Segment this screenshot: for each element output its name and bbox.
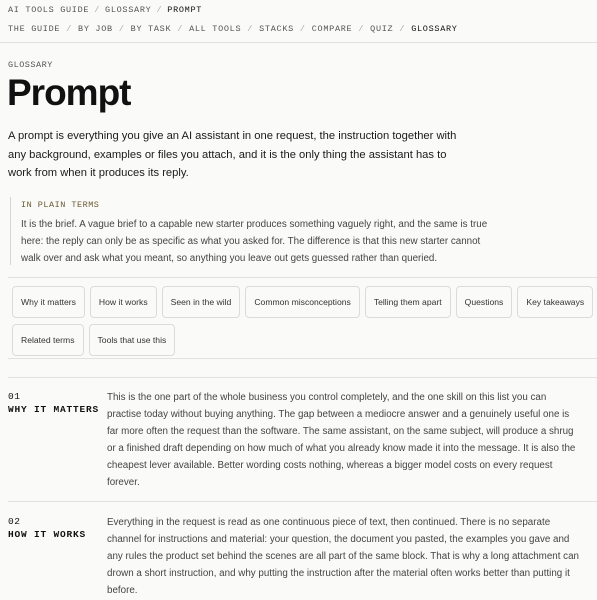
section-heading: WHY IT MATTERS	[8, 404, 100, 415]
section-divider	[8, 377, 597, 378]
section-divider	[8, 358, 597, 359]
tabs-divider	[8, 277, 597, 278]
page-title: Prompt	[7, 72, 131, 113]
nav-item-compare[interactable]: COMPARE	[311, 24, 353, 34]
nav-item-glossary[interactable]: GLOSSARY	[411, 24, 458, 34]
breadcrumb-link-glossary[interactable]: GLOSSARY	[105, 5, 152, 15]
nav-item-all-tools[interactable]: ALL TOOLS	[189, 24, 242, 34]
plain-terms-text: It is the brief. A vague brief to a capable new starter produces something vaguely right, and the same is true here: the reply can only be as specific as what you asked for. The difference is that this new starter cannot walk over and ask what you meant, so anything you leave out gets guessed rather than queried.	[21, 219, 488, 264]
tab-how-it-works[interactable]: How it works	[90, 286, 157, 318]
nav-item-stacks[interactable]: STACKS	[259, 24, 294, 34]
tab-tools-that-use-this[interactable]: Tools that use this	[89, 324, 176, 356]
section-number: 01	[8, 391, 21, 402]
tab-common-misconceptions[interactable]: Common misconceptions	[245, 286, 359, 318]
tab-related-terms[interactable]: Related terms	[12, 324, 84, 356]
page-lede: A prompt is everything you give an AI assistant in one request, the instruction together with any background, examples or files you attach, and it is the only thing the assistant has to work from when it produces its reply.	[8, 130, 457, 179]
nav-separator: /	[358, 24, 365, 34]
section-body: Everything in the request is read as one continuous piece of text, then continued. There is no separate channel for instructions and material: your question, the document you pasted, the examples you gave and any rules the product set behind the scenes are all part of the same block. That is why a long attachment can drown a short instruction, and why putting the instruction after the material often works better than putting it before.	[107, 517, 579, 596]
section-number: 02	[8, 516, 21, 527]
breadcrumb	[8, 5, 202, 15]
main-nav	[8, 24, 458, 34]
nav-separator: /	[399, 24, 406, 34]
nav-separator: /	[118, 24, 125, 34]
section-tabs	[12, 286, 597, 356]
plain-terms-label: IN PLAIN TERMS	[21, 200, 100, 210]
page-kicker: GLOSSARY	[8, 60, 53, 70]
tab-seen-in-the-wild[interactable]: Seen in the wild	[162, 286, 241, 318]
nav-item-quiz[interactable]: QUIZ	[370, 24, 394, 34]
breadcrumb-separator: /	[156, 5, 163, 15]
section-divider	[8, 501, 597, 502]
nav-separator: /	[247, 24, 254, 34]
section-heading: HOW IT WORKS	[8, 529, 87, 540]
plain-terms-callout	[10, 197, 492, 265]
header-divider	[0, 42, 597, 43]
nav-item-by-task[interactable]: BY TASK	[130, 24, 172, 34]
tab-key-takeaways[interactable]: Key takeaways	[517, 286, 593, 318]
breadcrumb-separator: /	[94, 5, 101, 15]
nav-separator: /	[66, 24, 73, 34]
nav-separator: /	[177, 24, 184, 34]
nav-item-the-guide[interactable]: THE GUIDE	[8, 24, 61, 34]
breadcrumb-current: PROMPT	[167, 5, 203, 15]
nav-item-by-job[interactable]: BY JOB	[78, 24, 113, 34]
tab-why-it-matters[interactable]: Why it matters	[12, 286, 85, 318]
breadcrumb-link-ai-tools-guide[interactable]: AI TOOLS GUIDE	[8, 5, 90, 15]
nav-separator: /	[299, 24, 306, 34]
tab-telling-them-apart[interactable]: Telling them apart	[365, 286, 451, 318]
tab-questions[interactable]: Questions	[456, 286, 513, 318]
section-body: This is the one part of the whole business you control completely, and the one skill on this list you can practise today without buying anything. The gap between a mediocre answer and a genuinely useful one is far more often the request than the software. The same assistant, on the same subject, will produce a shrug or a finished draft depending on how much of what you already know made it into the message. It is also the cheapest lever available. Better wording costs nothing, whereas a bigger model costs on every request forever.	[107, 392, 576, 488]
